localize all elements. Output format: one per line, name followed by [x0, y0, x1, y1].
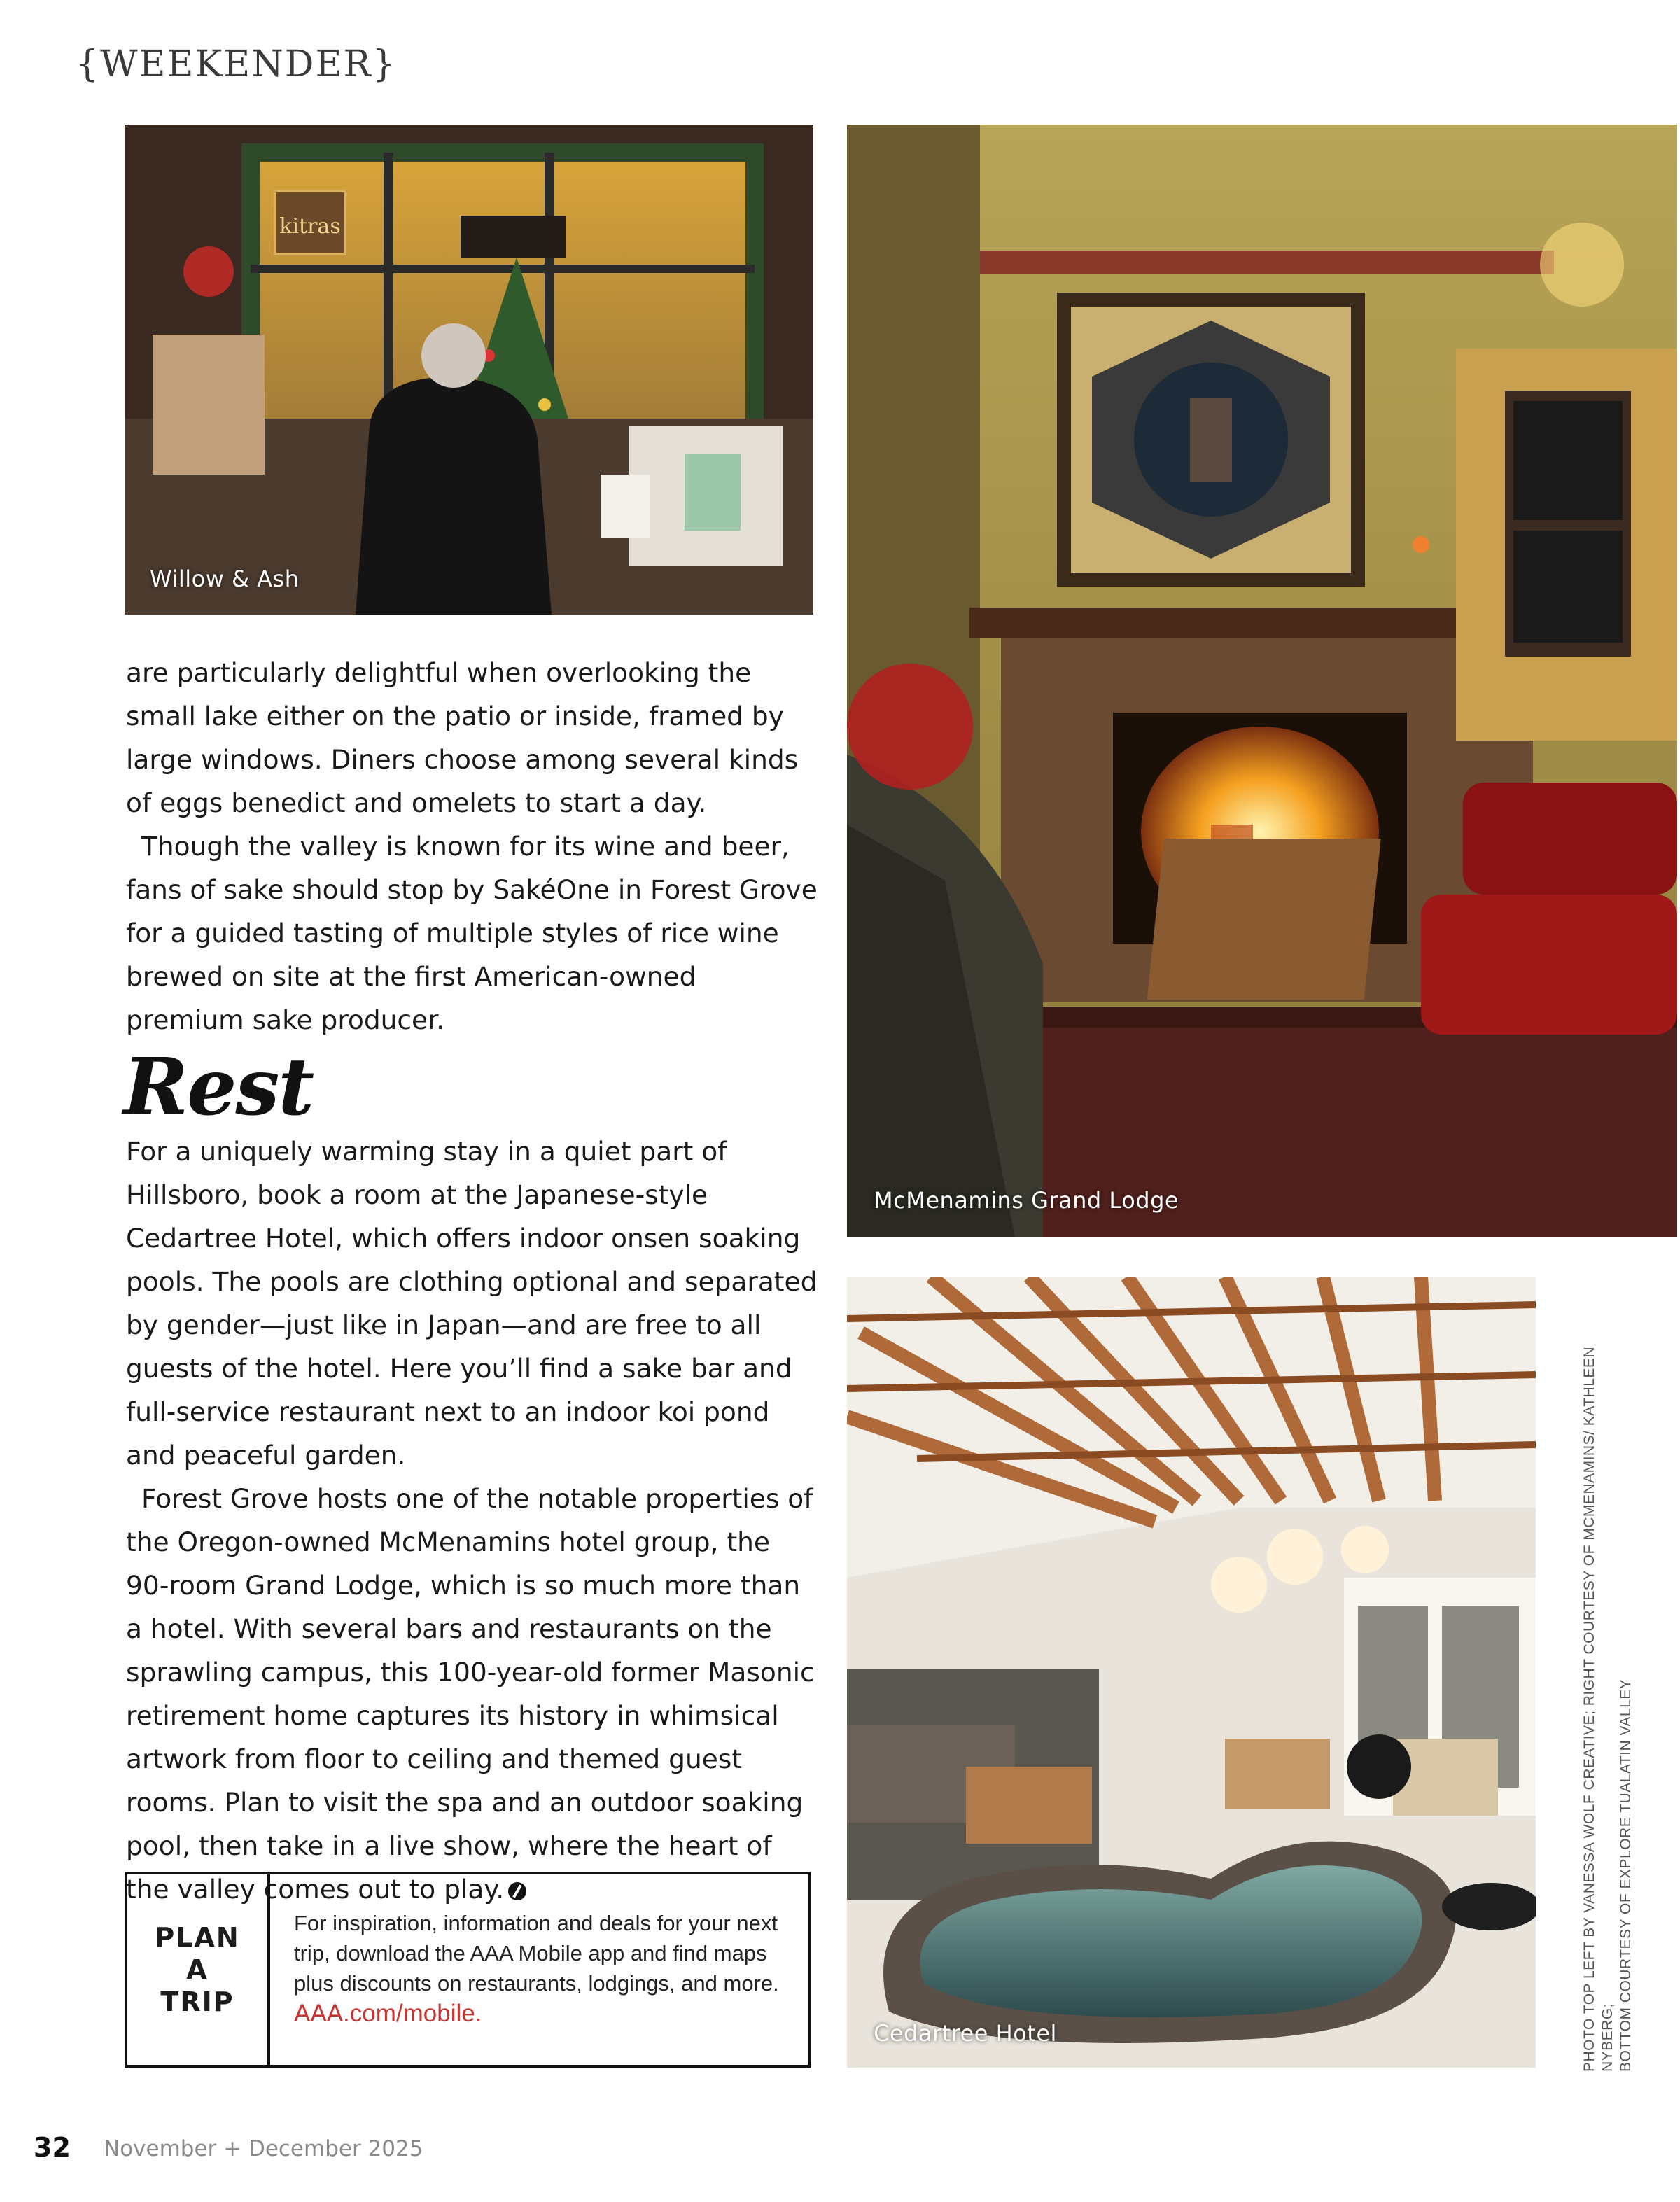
shop-window-image	[125, 125, 813, 615]
hotel-pool-image	[847, 1277, 1536, 2068]
article-body-top	[126, 651, 819, 1042]
section-label: {WEEKENDER}	[76, 43, 397, 85]
photo-grand-lodge	[847, 125, 1677, 1237]
lodge-fireplace-image	[847, 125, 1677, 1237]
photo-credit-line: PHOTO TOP LEFT BY VANESSA WOLF CREATIVE; RIGHT COURTESY OF MCMENAMINS/ KATHLEEN NYBERG;	[1581, 1346, 1616, 2072]
photo-willow-and-ash	[125, 125, 813, 615]
article-paragraph: For a uniquely warming stay in a quiet part of Hillsboro, book a room at the Japanese-style Cedartree Hotel, which offers indoor onsen soaking pools. The pools are clothing optional and separated by gender—just like in Japan—and are free to all guests of the hotel. Here you’ll find a sake bar and full-service restaurant next to an indoor koi pond and peaceful garden.	[126, 1136, 818, 1471]
photo-credit	[1581, 1302, 1635, 2072]
section-heading-rest: Rest	[123, 1042, 314, 1133]
article-paragraph: are particularly delightful when overlooking the small lake either on the patio or inside, framed by large windows. Diners choose among several kinds of eggs benedict and omelets to start a day.	[126, 657, 799, 818]
article-paragraph: Forest Grove hosts one of the notable properties of the Oregon-owned McMenamins hotel group, the 90-room Grand Lodge, which is so much more than a hotel. With several bars and restaurants on the sprawling campus, this 100-year-old former Masonic retirement home captures its history in whimsical artwork from floor to ceiling and themed guest rooms. Plan to visit the spa and an outdoor soaking pool, then take in a live show, where the heart of the valley comes out to play.	[126, 1483, 815, 1905]
plan-label-line: TRIP	[160, 1986, 234, 2017]
aaa-mobile-link[interactable]: AAA.com/mobile.	[294, 2000, 482, 2027]
plan-a-trip-label	[127, 1874, 270, 2065]
caption-grand-lodge: McMenamins Grand Lodge	[874, 1187, 1180, 1214]
photo-credit-line: BOTTOM COURTESY OF EXPLORE TUALATIN VALLEY	[1618, 1678, 1634, 2072]
caption-willow-and-ash: Willow & Ash	[150, 566, 300, 592]
plan-label-line: A	[186, 1954, 209, 1985]
article-body-bottom	[126, 1130, 819, 1911]
page-number: 32	[34, 2132, 71, 2163]
photo-cedartree-hotel	[847, 1277, 1536, 2068]
plan-label-line: PLAN	[155, 1922, 240, 1953]
caption-cedartree-hotel: Cedartree Hotel	[874, 2020, 1057, 2047]
plan-a-trip-box	[125, 1872, 811, 2068]
issue-date: November + December 2025	[104, 2136, 424, 2161]
plan-description: For inspiration, information and deals for your next trip, download the AAA Mobile app and find maps plus discounts on restaurants, lodgings, and more.	[294, 1911, 779, 1996]
shop-sign-text: kitras	[279, 214, 341, 239]
plan-a-trip-text	[270, 1874, 808, 2065]
article-paragraph: Though the valley is known for its wine and beer, fans of sake should stop by SakéOne in Forest Grove for a guided tasting of multiple styles of rice wine brewed on site at the first American-owned premium sake producer.	[126, 831, 818, 1035]
